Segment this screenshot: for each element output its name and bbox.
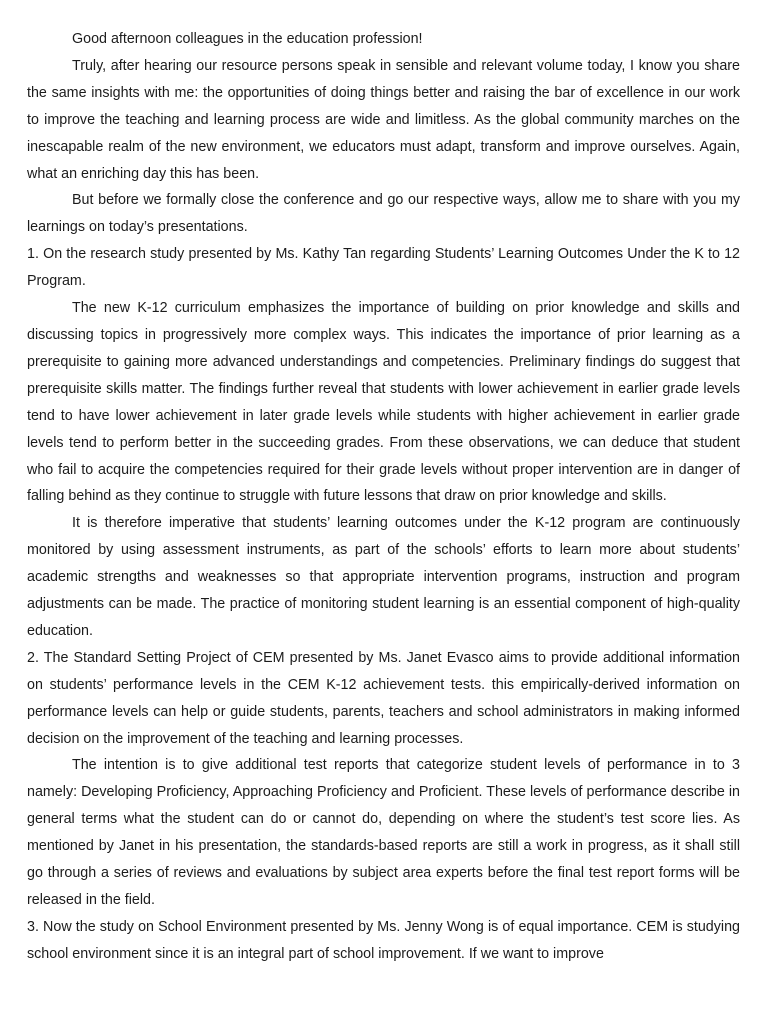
paragraph-monitoring: It is therefore imperative that students’ learning outcomes under the K-12 program are continuously monitored by using assessment instruments, as part of the schools’ efforts to learn more about students’ academic strengths and weaknesses so that appropriate intervention programs, instruction and program adjustments can be made. The practice of monitoring student learning is an essential component of high-quality education. — [27, 515, 740, 639]
greeting: Good afternoon colleagues in the education profession! — [72, 31, 423, 47]
paragraph-k12-curriculum: The new K-12 curriculum emphasizes the importance of building on prior knowledge and skills and discussing topics in progressively more complex ways. This indicates the importance of prior learning as a prerequisite to gaining more advanced understandings and competencies. Preliminary findings do suggest that prerequisite skills matter. The findings further reveal that students with lower achievement in earlier grade levels tend to have lower achievement in later grade levels while students with higher achievement in earlier grade levels tend to perform better in the succeeding grades. From these observations, we can deduce that student who fail to acquire the competencies required for their grade levels without proper intervention are in danger of falling behind as they continue to struggle with future lessons that draw on prior knowledge and skills. — [27, 300, 740, 505]
paragraph-opening-insights: Truly, after hearing our resource persons speak in sensible and relevant volume today, I know you share the same insights with me: the opportunities of doing things better and raising the bar of excellence in our work to improve the teaching and learning process are wide and limitless. As the global community marches on the inescapable realm of the new environment, we educators must adapt, transform and improve ourselves. Again, what an enriching day this has been. — [27, 57, 740, 182]
document-page — [27, 26, 740, 968]
paragraph-test-reports: The intention is to give additional test reports that categorize student levels of performance in to 3 namely: Developing Proficiency, Approaching Proficiency and Proficient. These levels of performance describe in general terms what the student can do or cannot do, depending on where the student’s test score lies. As mentioned by Janet in his presentation, the standards-based reports are still a work in progress, as it shall still go through a series of reviews and evaluations by subject area experts before the final test report forms will be released in the field. — [27, 757, 740, 908]
item-1-heading: 1. On the research study presented by Ms. Kathy Tan regarding Students’ Learning Outcomes Under the K to 12 Program. — [27, 246, 740, 290]
item-2-standard-setting: 2. The Standard Setting Project of CEM presented by Ms. Janet Evasco aims to provide additional information on students’ performance levels in the CEM K-12 achievement tests. this empirically-derived information on performance levels can help or guide students, parents, teachers and school administrators in making informed decision on the improvement of the teaching and learning processes. — [27, 649, 740, 747]
item-3-school-environment: 3. Now the study on School Environment presented by Ms. Jenny Wong is of equal importance. CEM is studying school environment since it is an integral part of school improvement. If we want to improve — [27, 918, 740, 962]
paragraph-closing-intro: But before we formally close the conference and go our respective ways, allow me to share with you my learnings on today’s presentations. — [27, 192, 740, 236]
